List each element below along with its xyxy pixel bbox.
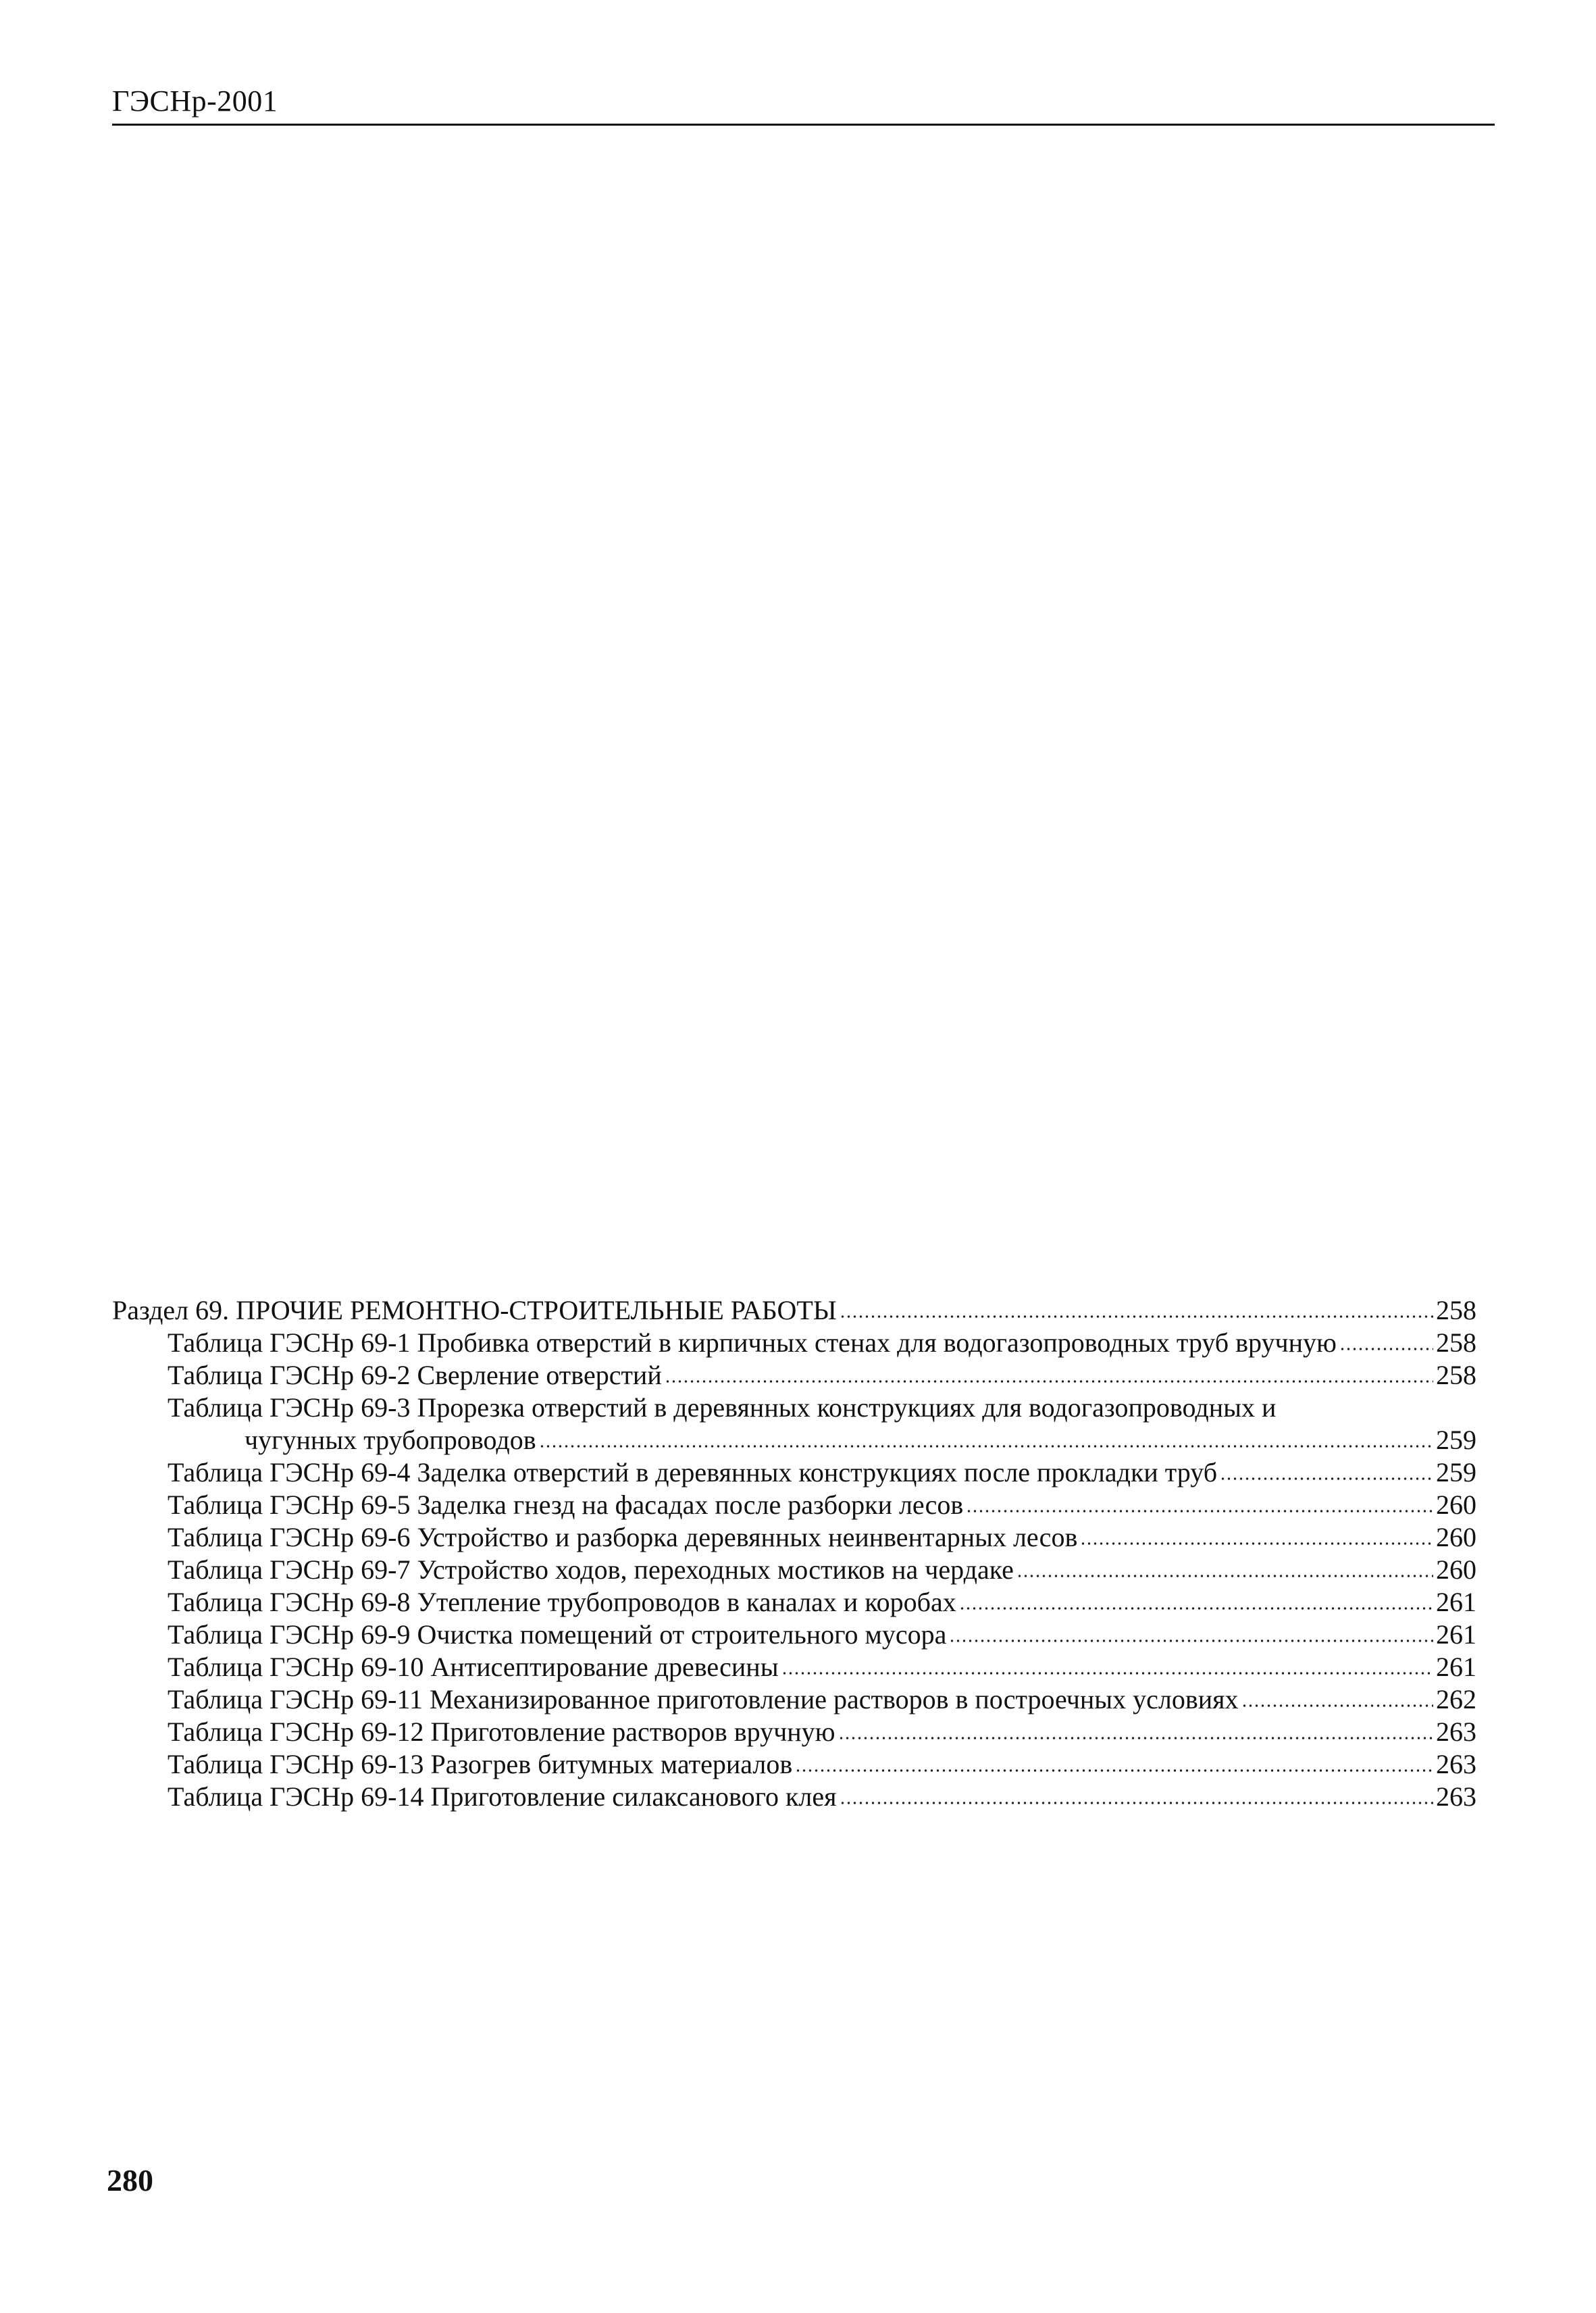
dot-leader xyxy=(781,1671,1433,1676)
running-header: ГЭСНр-2001 xyxy=(112,84,278,118)
toc-page-ref: 263 xyxy=(1436,1781,1476,1812)
toc-page-ref: 259 xyxy=(1436,1425,1476,1455)
dot-leader xyxy=(795,1768,1433,1773)
toc-page-ref: 260 xyxy=(1436,1490,1476,1520)
toc-entry-title: Таблица ГЭСНр 69-12 Приготовление растворов вручную xyxy=(168,1717,835,1747)
toc-entry-title: Таблица ГЭСНр 69-4 Заделка отверстий в деревянных конструкциях после прокладки труб xyxy=(168,1457,1218,1488)
dot-leader xyxy=(959,1606,1433,1611)
toc-page-ref: 260 xyxy=(1436,1554,1476,1585)
toc-page-ref: 261 xyxy=(1436,1652,1476,1682)
dot-leader xyxy=(539,1444,1433,1449)
dot-leader xyxy=(1241,1703,1433,1708)
toc-page-ref: 263 xyxy=(1436,1717,1476,1747)
toc-entry[interactable] xyxy=(112,1521,1476,1554)
toc-section-entry[interactable] xyxy=(112,1294,1476,1327)
toc-page-ref: 258 xyxy=(1436,1360,1476,1390)
toc-entry-title: Таблица ГЭСНр 69-7 Устройство ходов, переходных мостиков на чердаке xyxy=(168,1554,1014,1585)
page-number: 280 xyxy=(107,2163,153,2197)
toc-page-ref: 262 xyxy=(1436,1684,1476,1714)
dot-leader xyxy=(966,1508,1433,1514)
toc-entry-title: Таблица ГЭСНр 69-5 Заделка гнезд на фасадах после разборки лесов xyxy=(168,1490,964,1520)
dot-leader xyxy=(1220,1476,1433,1481)
dot-leader xyxy=(840,1314,1433,1319)
toc-entry-title: Таблица ГЭСНр 69-3 Прорезка отверстий в деревянных конструкциях для водогазопроводных и xyxy=(168,1392,1277,1423)
toc-entry[interactable] xyxy=(112,1748,1476,1781)
dot-leader xyxy=(838,1735,1433,1741)
dot-leader xyxy=(949,1638,1433,1644)
dot-leader xyxy=(1080,1541,1433,1546)
table-of-contents xyxy=(112,1294,1476,1813)
toc-entry[interactable] xyxy=(112,1359,1476,1392)
toc-page-ref: 258 xyxy=(1436,1295,1476,1325)
toc-entry-title: Таблица ГЭСНр 69-1 Пробивка отверстий в кирпичных стенах для водогазопроводных труб вручную xyxy=(168,1327,1337,1358)
toc-entry-title-continuation: чугунных трубопроводов xyxy=(244,1425,536,1455)
toc-page-ref: 260 xyxy=(1436,1522,1476,1552)
toc-page-ref: 261 xyxy=(1436,1619,1476,1650)
toc-entry-title: Таблица ГЭСНр 69-11 Механизированное приготовление растворов в построечных условиях xyxy=(168,1684,1239,1714)
toc-entry[interactable] xyxy=(112,1554,1476,1586)
toc-entry-title: Таблица ГЭСНр 69-8 Утепление трубопроводов в каналах и коробах xyxy=(168,1587,956,1617)
toc-entry-title: Таблица ГЭСНр 69-13 Разогрев битумных материалов xyxy=(168,1749,793,1779)
toc-page-ref: 263 xyxy=(1436,1749,1476,1779)
toc-entry-title: Таблица ГЭСНр 69-9 Очистка помещений от строительного мусора xyxy=(168,1619,947,1650)
toc-entry-title: Таблица ГЭСНр 69-2 Сверление отверстий xyxy=(168,1360,662,1390)
toc-page-ref: 261 xyxy=(1436,1587,1476,1617)
toc-entry[interactable] xyxy=(112,1716,1476,1748)
toc-page-ref: 258 xyxy=(1436,1327,1476,1358)
toc-entry-title: Таблица ГЭСНр 69-6 Устройство и разборка деревянных неинвентарных лесов xyxy=(168,1522,1078,1552)
toc-entry[interactable] xyxy=(112,1327,1476,1359)
toc-entry-title: Таблица ГЭСНр 69-14 Приготовление силаксанового клея xyxy=(168,1781,837,1812)
toc-page-ref: 259 xyxy=(1436,1457,1476,1488)
toc-entry-continuation[interactable] xyxy=(112,1424,1476,1456)
dot-leader xyxy=(1339,1346,1433,1352)
toc-entry[interactable] xyxy=(112,1489,1476,1521)
toc-entry[interactable] xyxy=(112,1651,1476,1683)
toc-entry[interactable] xyxy=(112,1781,1476,1813)
toc-entry-title: Таблица ГЭСНр 69-10 Антисептирование древесины xyxy=(168,1652,779,1682)
toc-entry[interactable] xyxy=(112,1586,1476,1619)
toc-section-title: Раздел 69. ПРОЧИЕ РЕМОНТНО-СТРОИТЕЛЬНЫЕ РАБОТЫ xyxy=(112,1295,837,1325)
header-rule xyxy=(112,124,1495,126)
toc-entry-first-line[interactable] xyxy=(112,1392,1476,1424)
toc-entry[interactable] xyxy=(112,1456,1476,1489)
dot-leader xyxy=(840,1800,1433,1806)
toc-entry[interactable] xyxy=(112,1683,1476,1716)
dot-leader xyxy=(1016,1573,1433,1579)
dot-leader xyxy=(665,1379,1433,1384)
toc-entry[interactable] xyxy=(112,1619,1476,1651)
